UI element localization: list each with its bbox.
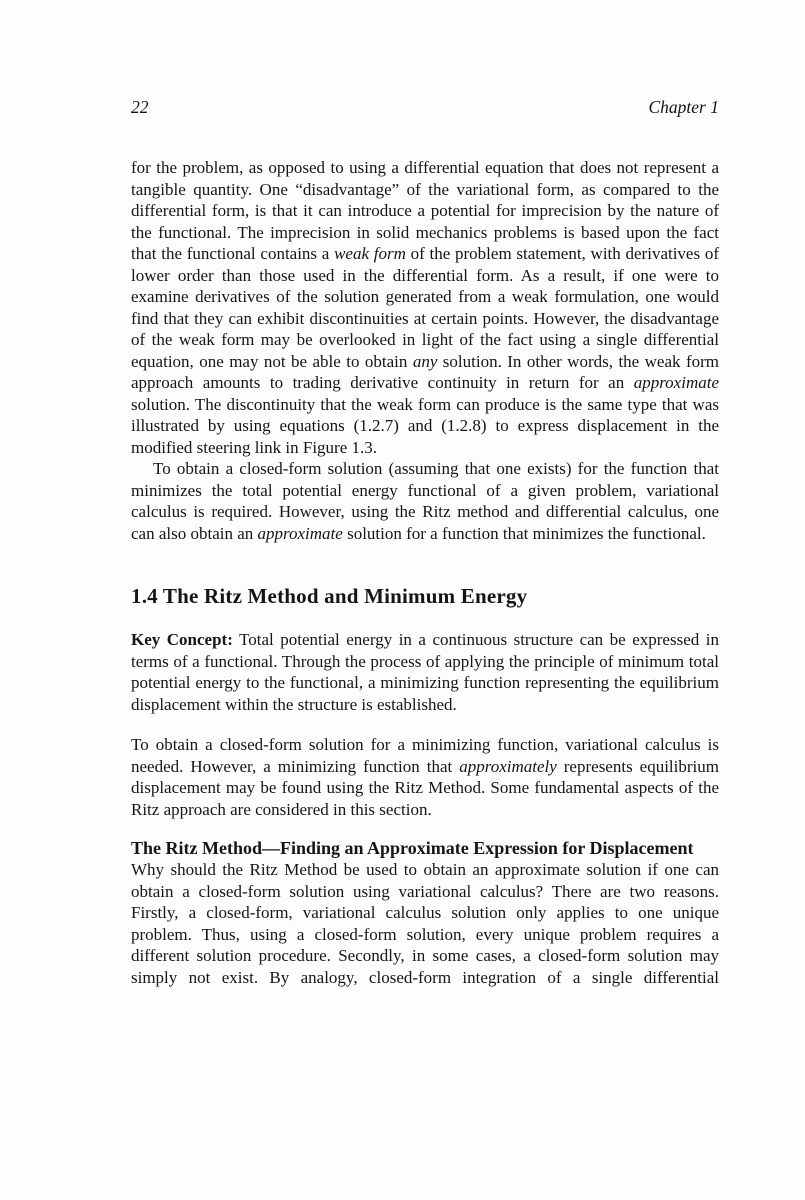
paragraph: [131, 629, 719, 715]
paragraph: [131, 157, 719, 458]
text-segment: represents equilibrium displacement may be found using the Ritz Method. Some fundamental aspects of the Ritz approach are considered in this section.: [131, 756, 719, 819]
page-body: [131, 157, 719, 988]
paragraph: [131, 458, 719, 544]
page-number: 22: [131, 97, 149, 117]
text-segment: for the problem, as opposed to using a differential equation that does not represent a tangible quantity. One “disadvantage” of the variational form, as compared to the differential form, is that it can introduce a potential for imprecision by the nature of the functional. The imprecision in solid mechanics problems is based upon the fact that the functional contains a: [131, 158, 719, 263]
text-segment: To obtain a closed-form solution (assuming that one exists) for the function that minimizes the total potential energy functional of a given problem, variational calculus is required. However, using the Ritz method and differential calculus, one can also obtain an: [131, 459, 719, 543]
text-segment: approximate: [633, 373, 719, 392]
text-segment: Total potential energy in a continuous structure can be expressed in terms of a functional. Through the process of applying the principle of minimum total potential energy to the functional, a minimizing function representing the equilibrium displacement within the structure is established.: [131, 630, 719, 714]
text-segment: of the problem statement, with derivatives of lower order than those used in the differential form. As a result, if one were to examine derivatives of the solution generated from a weak formulation, one would find that they can exhibit discontinuities at certain points. However, the disadvantage of the weak form may be overlooked in light of the fact using a single differential equation, one may not be able to obtain: [131, 244, 719, 371]
section-heading: 1.4 The Ritz Method and Minimum Energy: [131, 584, 528, 608]
running-header: [131, 97, 719, 117]
text-segment: weak form: [334, 244, 406, 263]
text-segment: solution. The discontinuity that the weak form can produce is the same type that was illustrated by using equations (1.2.7) and (1.2.8) to express displacement in the modified steering link in Figure 1.3.: [131, 394, 719, 457]
text-segment: approximate: [257, 523, 343, 543]
text-segment: Key Concept:: [131, 630, 233, 649]
paragraph: [131, 734, 719, 820]
text-column: [131, 97, 719, 988]
text-segment: any: [412, 351, 438, 371]
chapter-label: Chapter 1: [648, 97, 719, 117]
text-segment: approximately: [459, 756, 557, 776]
subsection-heading: The Ritz Method—Finding an Approximate Expression for Displacement: [131, 838, 694, 858]
text-segment: solution for a function that minimizes the functional.: [342, 523, 706, 543]
text-segment: Why should the Ritz Method be used to obtain an approximate solution if one can obtain a closed-form solution using variational calculus? There are two reasons. Firstly, a closed-form, variational calculus solution only applies to one unique problem. Thus, using a closed-form solution, every unique problem requires a different solution procedure. Secondly, in some cases, a closed-form solution may simply not exist. By analogy, closed-form integration of a single differential: [131, 860, 719, 987]
paragraph: [131, 859, 719, 988]
text-segment: solution. In other words, the weak form approach amounts to trading derivative continuity in return for an: [131, 351, 719, 392]
text-segment: To obtain a closed-form solution for a minimizing function, variational calculus is needed. However, a minimizing function that: [131, 735, 719, 776]
